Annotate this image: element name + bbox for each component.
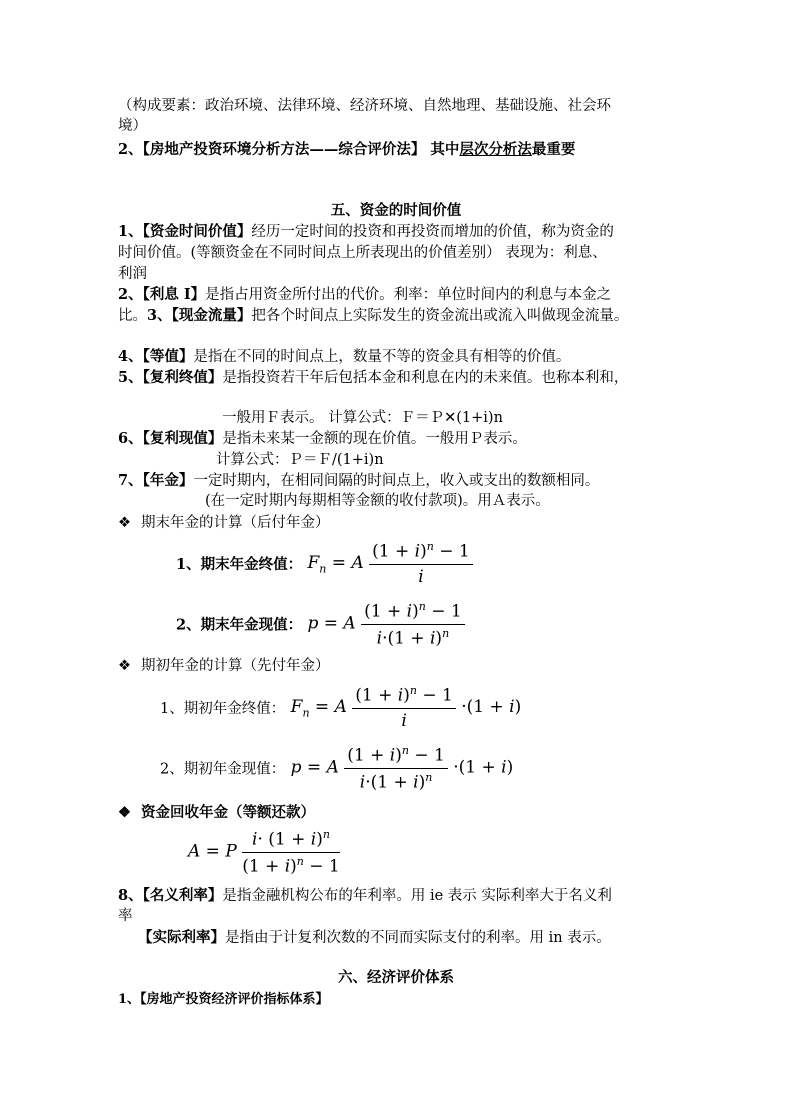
formula-label: 2、期初年金现值： — [160, 761, 286, 778]
text-line: 1、【房地产投资经济评价指标体系】 — [118, 992, 329, 1007]
text-line — [118, 140, 575, 160]
formula-label: 1、期初年金终值： — [160, 700, 286, 717]
term: 5、【复利终值】 — [118, 369, 223, 386]
term: 7、【年金】 — [118, 472, 194, 489]
section-heading: 五、资金的时间价值 — [330, 202, 462, 219]
fraction: $\frac{i\cdot (1 + i)^n}{(1 + i)^n - 1}$ — [242, 828, 340, 877]
formula-annuity-due-future-value: 1、期初年金终值： $F_n = A$ $\frac{(1 + i)^n - 1}{i}$ ·(1 + i) — [160, 684, 522, 731]
formula-capital-recovery: A = P $\frac{i\cdot (1 + i)^n}{(1 + i)^n - 1}$ — [188, 828, 340, 877]
underlined-term: 层次分析法 — [459, 141, 532, 158]
text: 2、【房地产投资环境分析方法——综合评价法】 其中 — [118, 141, 460, 158]
term: 8、【名义利率】 — [118, 887, 223, 904]
text-line: （构成要素：政治环境、法律环境、经济环境、自然地理、基础设施、社会环 — [118, 98, 611, 114]
text-line: 一般用Ｆ表示。 计算公式：Ｆ＝Ｐ✕(1+i)n — [222, 410, 503, 426]
text-line — [138, 928, 611, 948]
formula-annuity-due-present-value: 2、期初年金现值： p = A $\frac{(1 + i)^n - 1}{i\cdot(1 + i)^n}$ ·(1 + i) — [160, 744, 514, 793]
text: 把各个时间点上实际发生的资金流出或流入叫做现金流量。 — [251, 308, 629, 324]
text: 是指未来某一金额的现在价值。一般用Ｐ表示。 — [222, 431, 527, 447]
text: 是指在不同的时间点上，数量不等的资金具有相等的价值。 — [193, 349, 571, 365]
formula-label: 2、期末年金现值： — [176, 616, 303, 634]
text-line — [118, 471, 599, 491]
diamond-bullet-icon: ❖ — [118, 804, 131, 821]
diamond-bullet-icon: ❖ — [118, 658, 131, 674]
fraction: $\frac{(1 + i)^n - 1}{i}$ — [369, 540, 473, 587]
text: 期初年金的计算（先付年金） — [141, 658, 330, 674]
text-line — [118, 429, 527, 449]
diamond-bullet-icon: ❖ — [118, 515, 131, 531]
text: 一定时期内，在相同间隔的时间点上，收入或支出的数额相同。 — [193, 473, 600, 489]
bullet-line — [118, 656, 330, 676]
term: 3、【现金流量】 — [147, 307, 252, 324]
formula-label: 1、期末年金终值： — [176, 555, 303, 573]
bullet-line — [118, 803, 315, 823]
text-line — [118, 886, 612, 906]
section-heading: 六、经济评价体系 — [338, 969, 454, 986]
text: 经历一定时间的投资和再投资而增加的价值，称为资金的 — [251, 224, 614, 240]
text-line — [118, 368, 628, 388]
formula-ordinary-annuity-present-value: 2、期末年金现值： p = A $\frac{(1 + i)^n - 1}{i\cdot(1 + i)^n}$ — [176, 600, 465, 648]
fraction: $\frac{(1 + i)^n - 1}{i\cdot(1 + i)^n}$ — [344, 744, 448, 792]
text-line — [118, 222, 614, 242]
term: 2、【利息 I】 — [118, 286, 206, 303]
text: 最重要 — [531, 141, 576, 158]
term: 1、【资金时间价值】 — [118, 223, 252, 240]
text: 资金回收年金（等额还款） — [141, 804, 315, 821]
text-line — [118, 285, 611, 305]
bullet-line — [118, 513, 330, 533]
text: 期末年金的计算（后付年金） — [141, 515, 330, 531]
text-line: 利润 — [118, 266, 147, 282]
term: 【实际利率】 — [138, 929, 225, 946]
text: 是指占用资金所付出的代价。利率：单位时间内的利息与本金之 — [205, 287, 612, 303]
term: 6、【复利现值】 — [118, 430, 223, 447]
text: 是指由于计复利次数的不同而实际支付的利率。用 in 表示。 — [225, 930, 611, 946]
text-line: 计算公式：Ｐ＝Ｆ/(1+i)n — [216, 452, 384, 468]
text: 是指投资若干年后包括本金和利息在内的未来值。也称本利和， — [222, 370, 629, 386]
text: 是指金融机构公布的年利率。用 ie 表示 实际利率大于名义利 — [222, 888, 612, 904]
text-line: 率 — [118, 908, 133, 924]
text-line — [118, 347, 570, 367]
text-line: 时间价值。(等额资金在不同时间点上所表现出的价值差别） 表现为：利息、 — [118, 245, 607, 261]
text: 比。 — [118, 308, 147, 324]
term: 4、【等值】 — [118, 348, 194, 365]
text-line: 境） — [118, 118, 147, 134]
formula-ordinary-annuity-future-value: 1、期末年金终值： $F_n = A$ $\frac{(1 + i)^n - 1}{i}$ — [176, 540, 473, 587]
text-line — [118, 306, 628, 326]
fraction: $\frac{(1 + i)^n - 1}{i}$ — [352, 684, 456, 731]
fraction: $\frac{(1 + i)^n - 1}{i\cdot(1 + i)^n}$ — [361, 600, 465, 648]
text-line: (在一定时期内每期相等金额的收付款项)。用Ａ表示。 — [205, 493, 550, 509]
